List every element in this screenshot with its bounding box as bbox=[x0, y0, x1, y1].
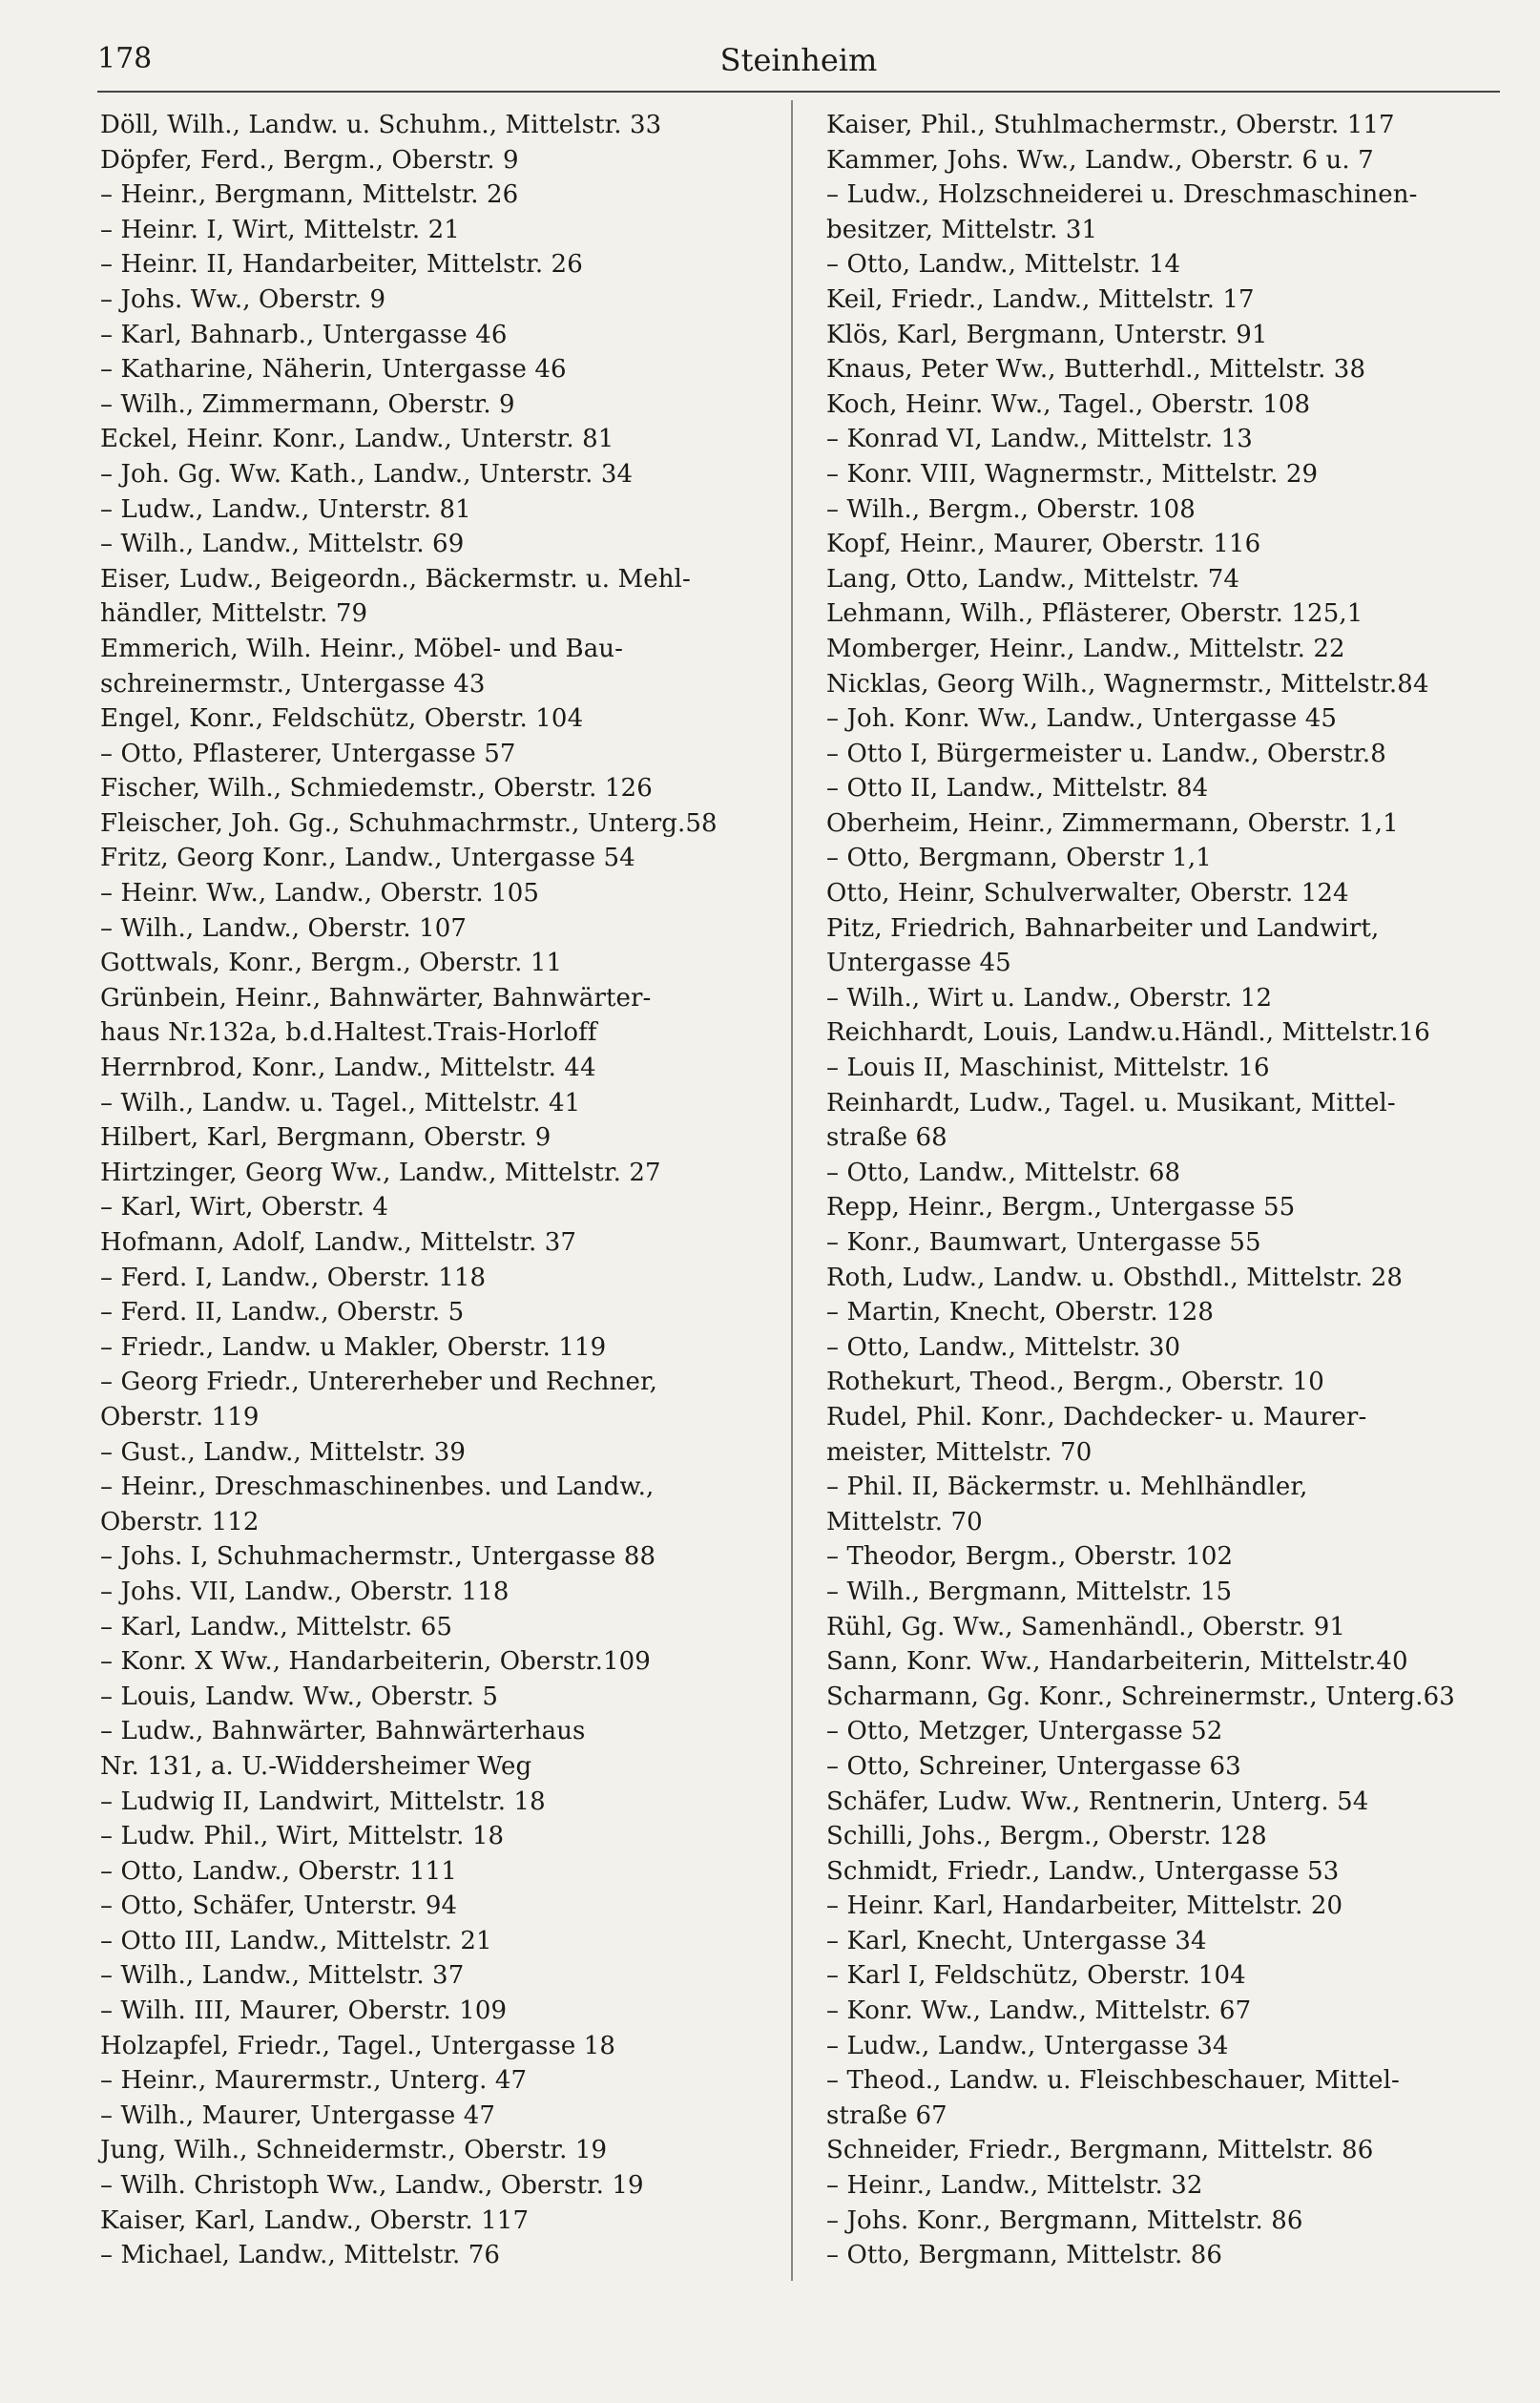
directory-entry-line: Schilli, Johs., Bergm., Oberstr. 128 bbox=[826, 1822, 1267, 1851]
directory-entry-line: Reichhardt, Louis, Landw.u.Händl., Mittelstr.16 bbox=[826, 1018, 1430, 1048]
page-number: 178 bbox=[97, 42, 153, 75]
directory-entry-line: – Katharine, Näherin, Untergasse 46 bbox=[100, 355, 567, 385]
directory-entry-line: Kaiser, Karl, Landw., Oberstr. 117 bbox=[100, 2205, 530, 2235]
directory-entry-line: – Heinr. II, Handarbeiter, Mittelstr. 26 bbox=[100, 250, 583, 280]
directory-entry-line: Schäfer, Ludw. Ww., Rentnerin, Unterg. 54 bbox=[826, 1787, 1369, 1816]
directory-entry-line: Schneider, Friedr., Bergmann, Mittelstr. 86 bbox=[826, 2136, 1374, 2165]
directory-entry-line: – Karl, Landw., Mittelstr. 65 bbox=[100, 1612, 452, 1641]
directory-entry-line: – Otto, Bergmann, Oberstr 1,1 bbox=[826, 844, 1212, 873]
directory-entry-line: – Otto, Landw., Mittelstr. 30 bbox=[826, 1332, 1181, 1362]
directory-entry-line: Pitz, Friedrich, Bahnarbeiter und Landwirt, bbox=[826, 913, 1380, 943]
directory-entry-line: – Ludwig II, Landwirt, Mittelstr. 18 bbox=[100, 1787, 546, 1816]
directory-entry-line: Sann, Konr. Ww., Handarbeiterin, Mittelstr.40 bbox=[826, 1647, 1408, 1677]
directory-entry-line: – Wilh., Landw. u. Tagel., Mittelstr. 41 bbox=[100, 1088, 581, 1118]
directory-entry-line: Klös, Karl, Bergmann, Unterstr. 91 bbox=[826, 320, 1268, 349]
directory-entry-line: Fischer, Wilh., Schmiedemstr., Oberstr. 126 bbox=[100, 774, 653, 804]
directory-entry-line: Reinhardt, Ludw., Tagel. u. Musikant, Mittel- bbox=[826, 1088, 1396, 1118]
directory-entry-line: Herrnbrod, Konr., Landw., Mittelstr. 44 bbox=[100, 1054, 596, 1083]
directory-entry-line: Repp, Heinr., Bergm., Untergasse 55 bbox=[826, 1193, 1296, 1222]
directory-entry-line: – Johs. VII, Landw., Oberstr. 118 bbox=[100, 1577, 510, 1606]
directory-entry-line: Eckel, Heinr. Konr., Landw., Unterstr. 81 bbox=[100, 425, 614, 454]
directory-entry-line: Mittelstr. 70 bbox=[826, 1507, 983, 1536]
directory-entry-line: – Ludw., Holzschneiderei u. Dreschmaschinen- bbox=[826, 180, 1418, 210]
directory-entry-line: – Gust., Landw., Mittelstr. 39 bbox=[100, 1437, 466, 1467]
directory-entry-line: Koch, Heinr. Ww., Tagel., Oberstr. 108 bbox=[826, 389, 1311, 419]
directory-entry-line: – Heinr., Maurermstr., Unterg. 47 bbox=[100, 2066, 528, 2096]
directory-entry-line: Holzapfel, Friedr., Tagel., Untergasse 18 bbox=[100, 2031, 616, 2060]
directory-entry-line: – Ludw., Landw., Untergasse 34 bbox=[826, 2031, 1229, 2060]
directory-entry-line: Hilbert, Karl, Bergmann, Oberstr. 9 bbox=[100, 1123, 551, 1153]
directory-entry-line: Knaus, Peter Ww., Butterhdl., Mittelstr. 38 bbox=[826, 355, 1366, 385]
directory-entry-line: – Ludw. Phil., Wirt, Mittelstr. 18 bbox=[100, 1822, 505, 1851]
directory-entry-line: Schmidt, Friedr., Landw., Untergasse 53 bbox=[826, 1856, 1340, 1886]
directory-entry-line: – Ludw., Landw., Unterstr. 81 bbox=[100, 494, 471, 524]
directory-entry-line: Jung, Wilh., Schneidermstr., Oberstr. 19 bbox=[100, 2136, 608, 2165]
directory-entry-line: Engel, Konr., Feldschütz, Oberstr. 104 bbox=[100, 704, 584, 734]
directory-entry-line: – Ferd. I, Landw., Oberstr. 118 bbox=[100, 1263, 487, 1292]
directory-entry-line: – Joh. Konr. Ww., Landw., Untergasse 45 bbox=[826, 704, 1338, 734]
directory-entry-line: – Wilh., Landw., Mittelstr. 37 bbox=[100, 1961, 465, 1991]
directory-entry-line: – Heinr., Landw., Mittelstr. 32 bbox=[826, 2171, 1203, 2201]
directory-entry-line: Rothekurt, Theod., Bergm., Oberstr. 10 bbox=[826, 1368, 1324, 1397]
directory-entry-line: – Otto, Schreiner, Untergasse 63 bbox=[826, 1751, 1241, 1781]
column-divider bbox=[791, 100, 793, 2281]
directory-entry-line: – Heinr. I, Wirt, Mittelstr. 21 bbox=[100, 215, 460, 244]
directory-entry-line: – Ludw., Bahnwärter, Bahnwärterhaus bbox=[100, 1717, 586, 1746]
directory-entry-line: Kammer, Johs. Ww., Landw., Oberstr. 6 u. 7 bbox=[826, 145, 1374, 175]
directory-entry-line: – Karl I, Feldschütz, Oberstr. 104 bbox=[826, 1961, 1246, 1991]
left-column bbox=[100, 108, 780, 2273]
directory-entry-line: – Theodor, Bergm., Oberstr. 102 bbox=[826, 1542, 1234, 1572]
directory-entry-line: – Otto II, Landw., Mittelstr. 84 bbox=[826, 774, 1209, 804]
directory-entry-line: – Heinr. Karl, Handarbeiter, Mittelstr. 20 bbox=[826, 1891, 1343, 1921]
directory-entry-line: – Otto, Landw., Mittelstr. 68 bbox=[826, 1158, 1181, 1187]
directory-entry-line: Eiser, Ludw., Beigeordn., Bäckermstr. u. Mehl- bbox=[100, 564, 691, 594]
directory-entry-line: – Wilh. III, Maurer, Oberstr. 109 bbox=[100, 1996, 508, 2026]
directory-entry-line: besitzer, Mittelstr. 31 bbox=[826, 215, 1098, 244]
directory-entry-line: Rühl, Gg. Ww., Samenhändl., Oberstr. 91 bbox=[826, 1612, 1346, 1641]
directory-entry-line: – Otto I, Bürgermeister u. Landw., Oberstr.8 bbox=[826, 739, 1386, 768]
directory-entry-line: – Michael, Landw., Mittelstr. 76 bbox=[100, 2241, 501, 2270]
directory-entry-line: – Georg Friedr., Untererheber und Rechner, bbox=[100, 1368, 658, 1397]
directory-entry-line: – Karl, Bahnarb., Untergasse 46 bbox=[100, 320, 508, 349]
directory-entry-line: Rudel, Phil. Konr., Dachdecker- u. Maurer- bbox=[826, 1402, 1367, 1431]
directory-entry-line: – Louis II, Maschinist, Mittelstr. 16 bbox=[826, 1054, 1270, 1083]
directory-entry-line: – Wilh., Bergmann, Mittelstr. 15 bbox=[826, 1577, 1233, 1606]
directory-entry-line: straße 68 bbox=[826, 1123, 947, 1153]
directory-entry-line: – Otto III, Landw., Mittelstr. 21 bbox=[100, 1926, 492, 1955]
directory-entry-line: haus Nr.132a, b.d.Haltest.Trais-Horloff bbox=[100, 1018, 597, 1048]
directory-entry-line: – Konr., Baumwart, Untergasse 55 bbox=[826, 1228, 1261, 1257]
directory-entry-line: – Johs. I, Schuhmachermstr., Untergasse 88 bbox=[100, 1542, 656, 1572]
directory-entry-line: – Louis, Landw. Ww., Oberstr. 5 bbox=[100, 1682, 498, 1711]
directory-entry-line: – Konr. Ww., Landw., Mittelstr. 67 bbox=[826, 1996, 1252, 2026]
directory-entry-line: – Heinr., Dreschmaschinenbes. und Landw., bbox=[100, 1473, 655, 1502]
directory-entry-line: Hofmann, Adolf, Landw., Mittelstr. 37 bbox=[100, 1228, 577, 1257]
directory-entry-line: – Otto, Landw., Mittelstr. 14 bbox=[826, 250, 1181, 280]
directory-entry-line: – Otto, Metzger, Untergasse 52 bbox=[826, 1717, 1223, 1746]
directory-entry-line: – Heinr. Ww., Landw., Oberstr. 105 bbox=[100, 879, 539, 909]
directory-entry-line: Döpfer, Ferd., Bergm., Oberstr. 9 bbox=[100, 145, 519, 175]
directory-entry-line: – Wilh., Landw., Mittelstr. 69 bbox=[100, 530, 465, 559]
directory-entry-line: – Wilh. Christoph Ww., Landw., Oberstr. 19 bbox=[100, 2171, 644, 2201]
directory-entry-line: – Friedr., Landw. u Makler, Oberstr. 119 bbox=[100, 1332, 607, 1362]
running-title: Steinheim bbox=[719, 42, 878, 78]
directory-entry-line: Kaiser, Phil., Stuhlmachermstr., Oberstr. 117 bbox=[826, 111, 1395, 139]
directory-entry-line: Untergasse 45 bbox=[826, 949, 1011, 978]
directory-entry-line: – Konr. X Ww., Handarbeiterin, Oberstr.109 bbox=[100, 1647, 651, 1677]
directory-entry-line: – Heinr., Bergmann, Mittelstr. 26 bbox=[100, 180, 519, 210]
directory-entry-line: Lehmann, Wilh., Pflästerer, Oberstr. 125,1 bbox=[826, 599, 1363, 629]
directory-entry-line: – Theod., Landw. u. Fleischbeschauer, Mittel- bbox=[826, 2066, 1400, 2096]
directory-entry-line: Lang, Otto, Landw., Mittelstr. 74 bbox=[826, 564, 1240, 594]
directory-entry-line: Döll, Wilh., Landw. u. Schuhm., Mittelstr. 33 bbox=[100, 111, 662, 139]
directory-entry-line: straße 67 bbox=[826, 2100, 947, 2130]
directory-entry-line: Otto, Heinr, Schulverwalter, Oberstr. 124 bbox=[826, 879, 1349, 909]
directory-entry-line: Oberheim, Heinr., Zimmermann, Oberstr. 1,1 bbox=[826, 808, 1399, 838]
directory-entry-line: schreinermstr., Untergasse 43 bbox=[100, 669, 486, 699]
directory-entry-line: – Phil. II, Bäckermstr. u. Mehlhändler, bbox=[826, 1473, 1308, 1502]
directory-entry-line: – Joh. Gg. Ww. Kath., Landw., Unterstr. 34 bbox=[100, 459, 634, 489]
directory-entry-line: Nicklas, Georg Wilh., Wagnermstr., Mittelstr.84 bbox=[826, 669, 1429, 699]
directory-entry-line: – Wilh., Bergm., Oberstr. 108 bbox=[826, 494, 1196, 524]
directory-entry-line: meister, Mittelstr. 70 bbox=[826, 1437, 1093, 1467]
page-header bbox=[97, 42, 1500, 90]
directory-entry-line: Oberstr. 119 bbox=[100, 1402, 260, 1431]
directory-entry-line: Hirtzinger, Georg Ww., Landw., Mittelstr. 27 bbox=[100, 1158, 661, 1187]
directory-entry-line: – Wilh., Maurer, Untergasse 47 bbox=[100, 2100, 495, 2130]
directory-entry-line: Scharmann, Gg. Konr., Schreinermstr., Unterg.63 bbox=[826, 1682, 1455, 1711]
directory-entry-line: Fleischer, Joh. Gg., Schuhmachrmstr., Unterg.58 bbox=[100, 808, 718, 838]
directory-entry-line: – Wilh., Zimmermann, Oberstr. 9 bbox=[100, 389, 515, 419]
directory-entry-line: – Wilh., Landw., Oberstr. 107 bbox=[100, 913, 468, 943]
directory-entry-line: Roth, Ludw., Landw. u. Obsthdl., Mittelstr. 28 bbox=[826, 1263, 1404, 1292]
directory-entry-line: Fritz, Georg Konr., Landw., Untergasse 54 bbox=[100, 844, 635, 873]
directory-entry-line: – Ferd. II, Landw., Oberstr. 5 bbox=[100, 1298, 465, 1327]
directory-entry-line: – Martin, Knecht, Oberstr. 128 bbox=[826, 1298, 1214, 1327]
right-column bbox=[826, 108, 1500, 2273]
directory-entry-line: Keil, Friedr., Landw., Mittelstr. 17 bbox=[826, 284, 1255, 314]
directory-entry-line: Momberger, Heinr., Landw., Mittelstr. 22 bbox=[826, 634, 1345, 663]
directory-entry-line: Nr. 131, a. U.-Widdersheimer Weg bbox=[100, 1751, 532, 1781]
directory-entry-line: – Karl, Wirt, Oberstr. 4 bbox=[100, 1193, 389, 1222]
directory-entry-line: – Johs. Ww., Oberstr. 9 bbox=[100, 284, 386, 314]
directory-entry-line: händler, Mittelstr. 79 bbox=[100, 599, 368, 629]
directory-entry-line: Grünbein, Heinr., Bahnwärter, Bahnwärter- bbox=[100, 983, 652, 1013]
directory-entry-line: – Otto, Landw., Oberstr. 111 bbox=[100, 1856, 457, 1886]
directory-entry-line: Gottwals, Konr., Bergm., Oberstr. 11 bbox=[100, 949, 563, 978]
directory-entry-line: – Otto, Schäfer, Unterstr. 94 bbox=[100, 1891, 458, 1921]
directory-entry-line: Oberstr. 112 bbox=[100, 1507, 260, 1536]
directory-entry-line: – Otto, Bergmann, Mittelstr. 86 bbox=[826, 2241, 1223, 2270]
header-rule bbox=[97, 91, 1500, 93]
directory-entry-line: – Wilh., Wirt u. Landw., Oberstr. 12 bbox=[826, 983, 1273, 1013]
directory-entry-line: – Konr. VIII, Wagnermstr., Mittelstr. 29 bbox=[826, 459, 1319, 489]
directory-entry-line: Emmerich, Wilh. Heinr., Möbel- und Bau- bbox=[100, 634, 624, 663]
directory-entry-line: – Otto, Pflasterer, Untergasse 57 bbox=[100, 739, 516, 768]
directory-entry-line: – Konrad VI, Landw., Mittelstr. 13 bbox=[826, 425, 1253, 454]
directory-entry-line: Kopf, Heinr., Maurer, Oberstr. 116 bbox=[826, 530, 1261, 559]
directory-entry-line: – Karl, Knecht, Untergasse 34 bbox=[826, 1926, 1207, 1955]
directory-entry-line: – Johs. Konr., Bergmann, Mittelstr. 86 bbox=[826, 2205, 1303, 2235]
